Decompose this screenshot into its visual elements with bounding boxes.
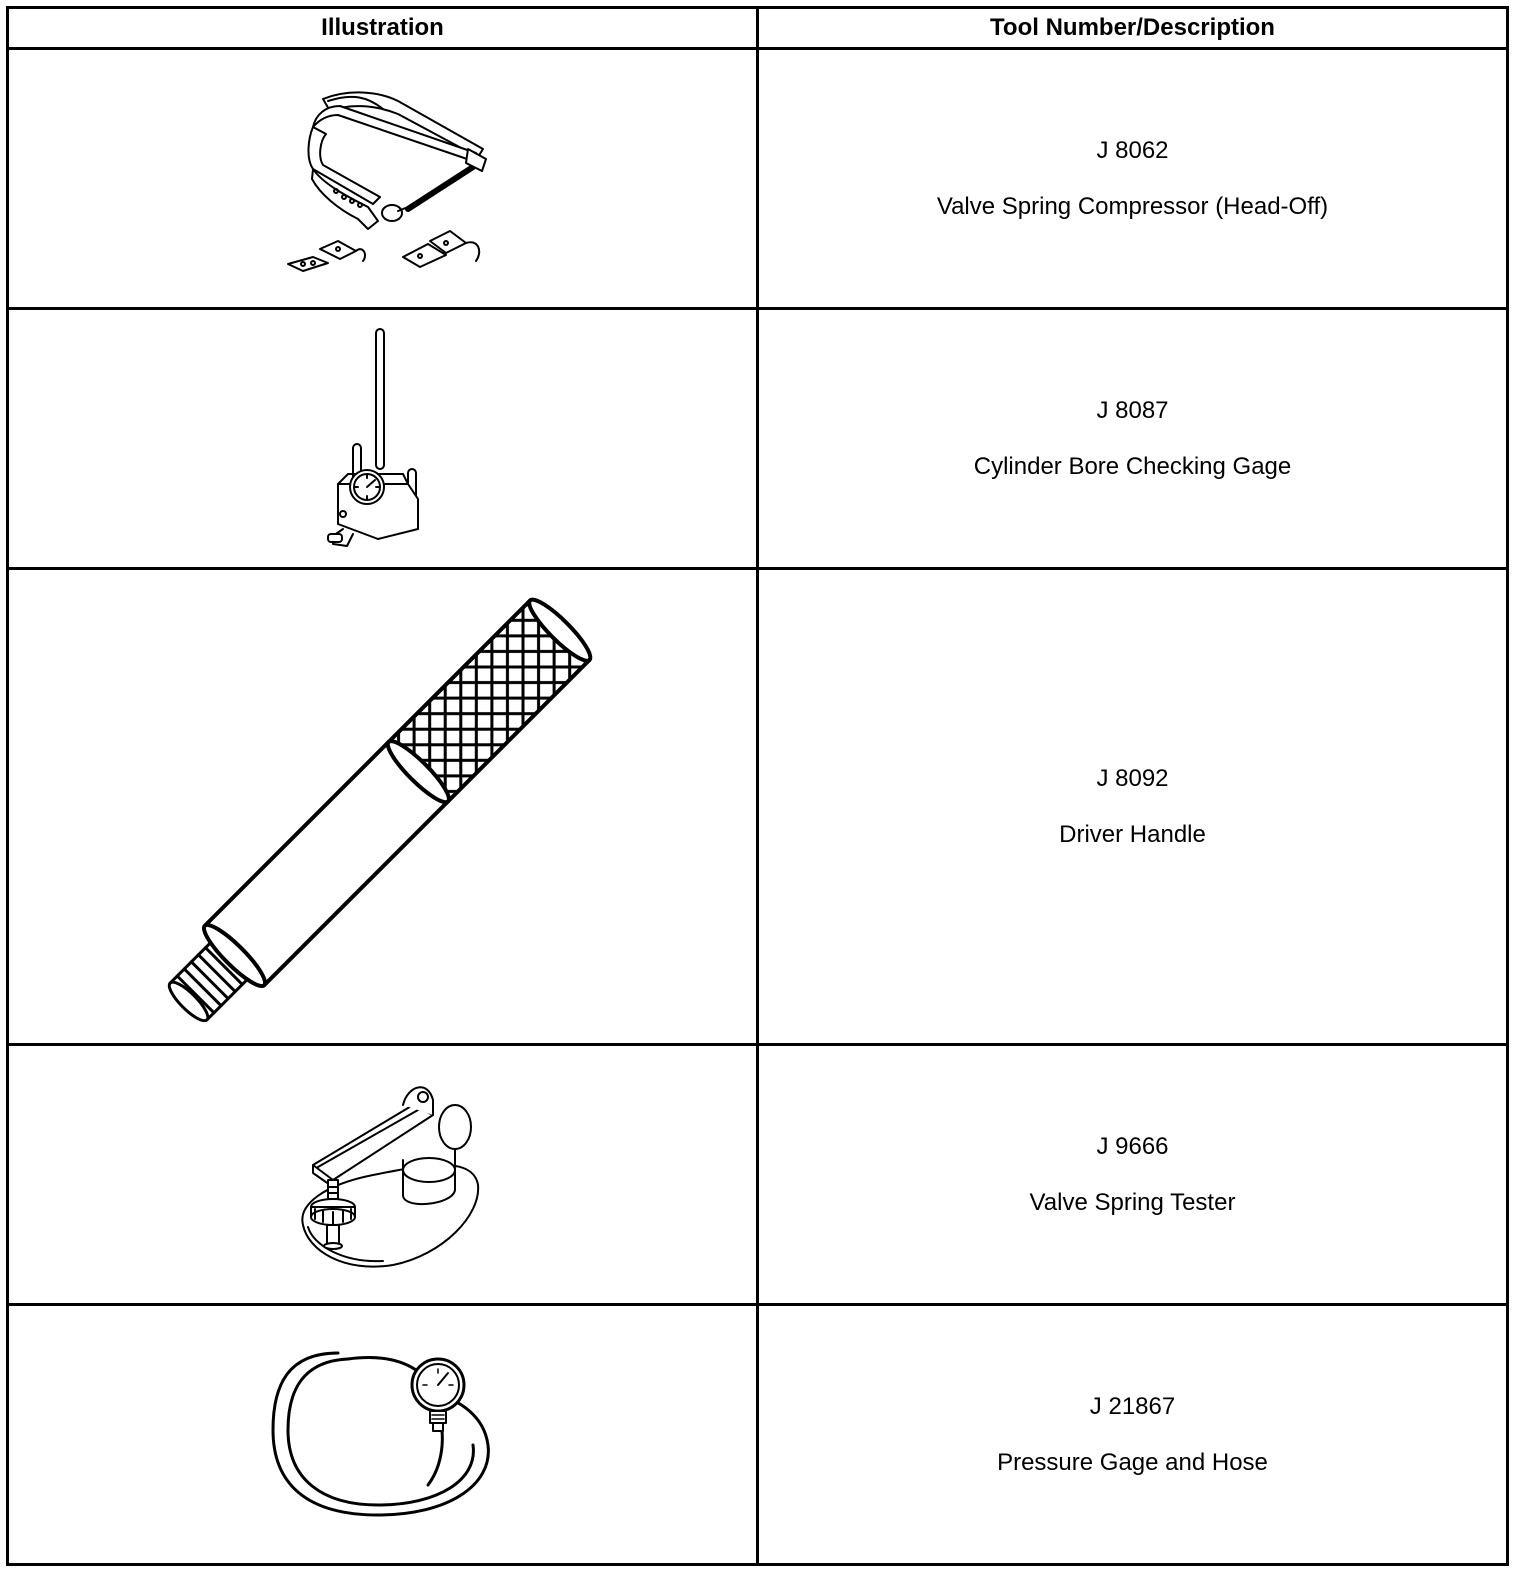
table-row bbox=[8, 49, 1508, 309]
tool-description-cell bbox=[758, 1305, 1508, 1565]
tool-description: Valve Spring Tester bbox=[1029, 1188, 1236, 1216]
tool-description: Pressure Gage and Hose bbox=[997, 1448, 1268, 1476]
tool-description-cell bbox=[758, 1045, 1508, 1305]
header-tool-number-description: Tool Number/Description bbox=[758, 8, 1508, 49]
tool-description-cell bbox=[758, 49, 1508, 309]
illustration-cell bbox=[8, 569, 758, 1045]
special-tools-table bbox=[6, 6, 1509, 1566]
table-row bbox=[8, 569, 1508, 1045]
pressure-gage-hose-icon bbox=[268, 1345, 498, 1525]
valve-spring-compressor-icon bbox=[268, 79, 498, 279]
illustration-cell bbox=[8, 49, 758, 309]
header-illustration: Illustration bbox=[8, 8, 758, 49]
table-row bbox=[8, 309, 1508, 569]
cylinder-bore-gage-icon bbox=[323, 324, 443, 554]
tool-description: Valve Spring Compressor (Head-Off) bbox=[936, 192, 1329, 220]
table-row bbox=[8, 1305, 1508, 1565]
driver-handle-icon bbox=[163, 592, 603, 1022]
tool-description-cell bbox=[758, 569, 1508, 1045]
table-header-row bbox=[8, 8, 1508, 49]
tool-number: J 8092 bbox=[1096, 764, 1169, 792]
tool-number: J 8087 bbox=[1096, 396, 1169, 424]
illustration-cell bbox=[8, 309, 758, 569]
tool-description: Cylinder Bore Checking Gage bbox=[973, 452, 1292, 480]
table-row bbox=[8, 1045, 1508, 1305]
illustration-cell bbox=[8, 1305, 758, 1565]
tool-number: J 9666 bbox=[1096, 1132, 1169, 1160]
tool-number: J 8062 bbox=[1096, 136, 1169, 164]
tool-number: J 21867 bbox=[1089, 1392, 1176, 1420]
valve-spring-tester-icon bbox=[283, 1075, 483, 1275]
illustration-cell bbox=[8, 1045, 758, 1305]
tool-description-cell bbox=[758, 309, 1508, 569]
tool-description: Driver Handle bbox=[1059, 820, 1206, 848]
